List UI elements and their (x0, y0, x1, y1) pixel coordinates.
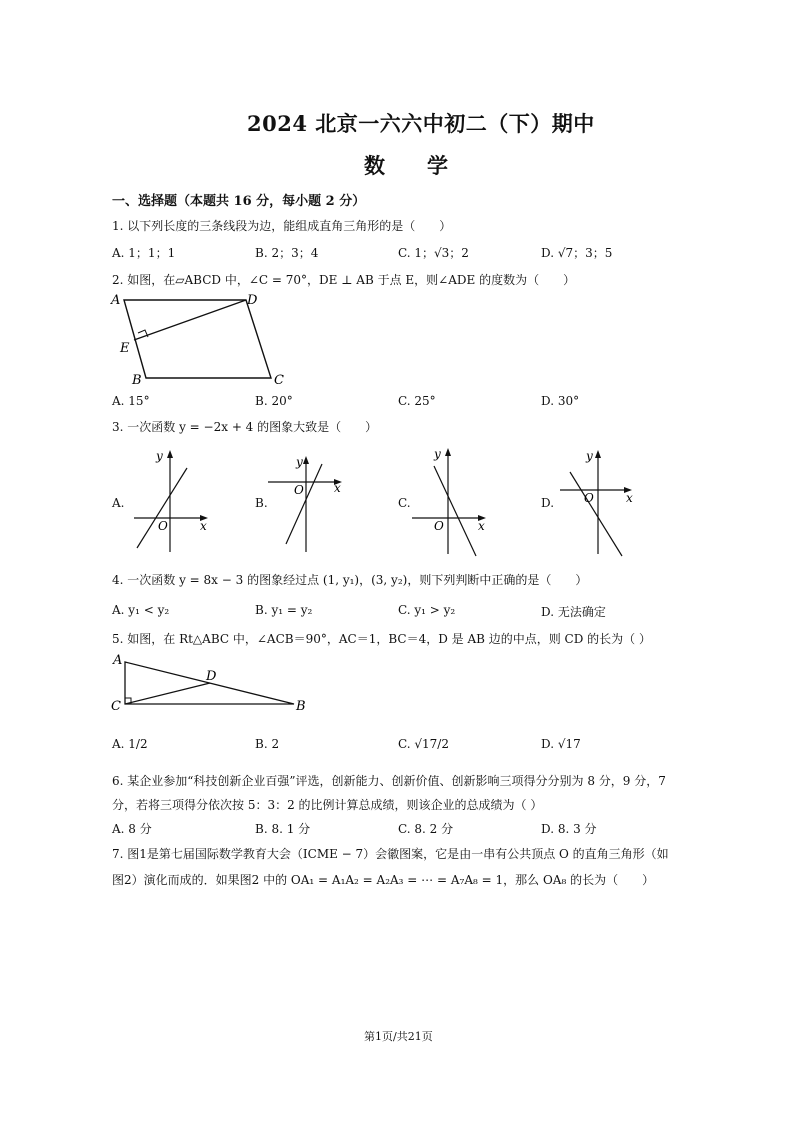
q4-option-a: A. y₁ < y₂ (112, 603, 170, 617)
q5-label-c: C (111, 699, 121, 714)
q2-label-a: A (111, 293, 121, 308)
subject-heading: 数 学 (364, 153, 448, 178)
q3-a-y-label: y (156, 449, 163, 463)
q1-option-d: D. √7；3；5 (541, 246, 613, 260)
q6-option-b: B. 8. 1 分 (255, 822, 311, 836)
q2-label-b: B (132, 373, 142, 388)
q6-option-d: D. 8. 3 分 (541, 822, 597, 836)
q5-option-b: B. 2 (255, 737, 280, 751)
q2-option-b: B. 20° (255, 394, 293, 408)
q3-c-x-label: x (478, 519, 485, 533)
q2-label-e: E (120, 341, 130, 356)
q2-label-c: C (274, 373, 284, 388)
question-2-stem: 2. 如图，在▱ABCD 中，∠C = 70°，DE ⊥ AB 于点 E，则∠ADE 的度数为（ ） (112, 273, 576, 287)
question-3-stem: 3. 一次函数 y = −2x + 4 的图象大致是（ ） (112, 420, 378, 434)
q5-label-d: D (206, 669, 217, 684)
q2-label-d: D (247, 293, 258, 308)
q3-d-x-label: x (626, 491, 633, 505)
q3-b-y-label: y (296, 455, 303, 469)
q2-parallelogram-figure (108, 290, 298, 388)
q5-option-c: C. √17/2 (398, 737, 449, 751)
q1-option-b: B. 2；3；4 (255, 246, 319, 260)
q5-label-a: A (113, 653, 123, 668)
q6-option-c: C. 8. 2 分 (398, 822, 454, 836)
q3-c-y-label: y (434, 447, 441, 461)
q6-option-a: A. 8 分 (112, 822, 152, 836)
q3-b-origin-label: O (294, 483, 304, 497)
q5-option-a: A. 1/2 (112, 737, 148, 751)
q3-graph-c (410, 446, 494, 558)
question-1-stem: 1. 以下列长度的三条线段为边，能组成直角三角形的是（ ） (112, 219, 452, 233)
q3-graph-d-label: D. (541, 496, 555, 510)
q3-d-y-label: y (586, 449, 593, 463)
q5-label-b: B (296, 699, 306, 714)
q3-graph-a-label: A. (112, 496, 125, 510)
question-7-stem-line-1: 7. 图1是第七届国际数学教育大会（ICME − 7）会徽图案，它是由一串有公共顶点 O 的直角三角形（如 (112, 847, 669, 861)
q3-a-x-label: x (200, 519, 207, 533)
section-heading: 一、选择题（本题共 16 分，每小题 2 分） (112, 194, 366, 209)
q5-triangle-figure (108, 652, 312, 714)
page-title: 2024 北京一六六中初二（下）期中 (247, 111, 595, 136)
question-7-stem-line-2: 图2）演化而成的．如果图2 中的 OA₁ = A₁A₂ = A₂A₃ = ⋯ = A₇A₈ = 1，那么 OA₈ 的长为（ ） (112, 873, 655, 887)
q2-option-a: A. 15° (112, 394, 150, 408)
question-4-stem: 4. 一次函数 y = 8x − 3 的图象经过点 (1, y₁)，(3, y₂)，则下列判断中正确的是（ ） (112, 573, 588, 587)
q3-graph-c-label: C. (398, 496, 411, 510)
q4-option-c: C. y₁ > y₂ (398, 603, 456, 617)
q3-b-x-label: x (334, 481, 341, 495)
q2-option-d: D. 30° (541, 394, 580, 408)
q3-graph-a (132, 448, 212, 556)
q1-option-a: A. 1；1；1 (112, 246, 176, 260)
question-5-stem: 5. 如图，在 Rt△ABC 中，∠ACB＝90°，AC＝1，BC＝4，D 是 AB 边的中点，则 CD 的长为（ ） (112, 632, 651, 646)
question-6-stem-line-1: 6. 某企业参加“科技创新企业百强”评选，创新能力、创新价值、创新影响三项得分分别为 8 分，9 分，7 (112, 774, 666, 788)
q5-option-d: D. √17 (541, 737, 581, 751)
q3-graph-b (266, 452, 346, 560)
q4-option-d: D. 无法确定 (541, 605, 606, 619)
q3-c-origin-label: O (434, 519, 444, 533)
q3-graph-b-label: B. (255, 496, 268, 510)
q3-a-origin-label: O (158, 519, 168, 533)
q3-graph-d (556, 446, 638, 558)
q3-d-origin-label: O (584, 491, 594, 505)
q1-option-c: C. 1；√3；2 (398, 246, 469, 260)
question-6-stem-line-2: 分，若将三项得分依次按 5：3：2 的比例计算总成绩，则该企业的总成绩为（ ） (112, 798, 543, 812)
q2-option-c: C. 25° (398, 394, 436, 408)
page-number-footer: 第1页/共21页 (364, 1030, 433, 1043)
q4-option-b: B. y₁ = y₂ (255, 603, 313, 617)
